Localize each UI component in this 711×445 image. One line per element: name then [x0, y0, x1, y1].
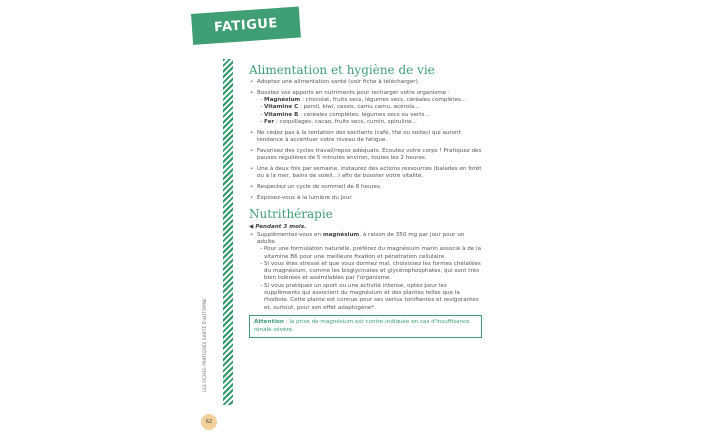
- list-item-text: Adoptez une alimentation santé (voir fiche à télécharger).: [257, 79, 420, 85]
- page-number: 62: [201, 414, 217, 430]
- duration-note: [249, 223, 482, 231]
- list-item-text: Exposez-vous à la lumière du jour.: [257, 194, 353, 201]
- list-item-text: Respectez un cycle de sommeil de 8 heures.: [257, 184, 382, 191]
- nutrient-name: Vitamine B: [264, 111, 299, 118]
- pointer-icon: ◀: [249, 223, 254, 230]
- nutrient-sources: : céréales complètes, légumes secs ou verts...: [298, 111, 430, 118]
- section-title-alimentation: Alimentation et hygiène de vie: [249, 63, 435, 77]
- warning-text: : la prise de magnésium est contre-indiquée en cas d'insuffisance rénale sévère.: [254, 319, 470, 333]
- duration-text: Pendant 3 mois.: [255, 223, 307, 230]
- list-item: [249, 166, 482, 181]
- warning-box: [249, 315, 482, 338]
- list-item-text: Ne cédez pas à la tentation des excitants (café, thé ou sodas) qui auront tendance à accentuer votre niveau de fatigue.: [257, 129, 461, 144]
- sublist-item: – Pour une formulation naturelle, préférez du magnésium marin associé à de la vitamine B6 pour une meilleure fixation et pénétration cellulaire.: [260, 246, 482, 261]
- list-item-text: Favorisez des cycles travail/repos adéquats. Écoutez votre corps ! Pratiquez des pauses régulières de 5 minutes environ, toutes les 2 heures.: [257, 147, 482, 162]
- supplement-dose: , à raison de 350 mg par jour pour un adulte.: [257, 231, 465, 245]
- list-item-text: Boostez vos apports en nutriments pour recharger votre organisme :: [257, 89, 450, 96]
- list-item: [249, 184, 482, 191]
- list-item: [249, 130, 482, 145]
- list-item: [249, 79, 482, 86]
- list-item: [249, 195, 482, 202]
- sublist-item: [260, 112, 482, 119]
- page-content: [249, 62, 482, 338]
- nutrient-name: Fer: [264, 118, 275, 125]
- alimentation-list: [249, 79, 482, 202]
- sublist-item: [260, 104, 482, 111]
- warning-label: Attention: [254, 319, 284, 326]
- supplement-name: magnésium: [322, 231, 360, 238]
- nutrient-sources: : persil, kiwi, cassis, camu camu, acérola...: [298, 104, 420, 111]
- chapter-title: FATIGUE: [213, 15, 279, 36]
- nutrient-sources: : coquillages, cacao, fruits secs, cumin, spiruline...: [274, 118, 417, 125]
- section-title-nutritherapie: Nutrithérapie: [249, 206, 333, 221]
- nutritherapie-list: [249, 232, 482, 312]
- sublist-item: [260, 119, 482, 126]
- sublist-item: – Si vous êtes stressé et que vous dormez mal, choisissez les formes chélatées du magnésium, comme les bisglycinates et glycérophosphates, qui sont très bien tolérées et assimilables par l'organisme.: [260, 261, 482, 283]
- list-item: [249, 232, 482, 312]
- list-item: [249, 148, 482, 163]
- nutrient-name: Vitamine C: [264, 104, 299, 111]
- decorative-stripe: [223, 59, 233, 405]
- nutrient-name: Magnésium: [264, 97, 301, 104]
- supplement-intro: Supplémentez-vous en: [257, 231, 323, 238]
- sublist-item: – Si vous pratiquez un sport ou une activité intense, optez pour les suppléments qui associent du magnésium et des plantes telles que la rhodiole. Cette plante est connue pour ses vertus tonifiantes et revigorantes et, surtout, pour son effet adaptogène*.: [260, 283, 482, 312]
- list-item: [249, 90, 482, 126]
- nutrient-sublist: [257, 97, 482, 126]
- nutrient-sources: : chocolat, fruits secs, légumes secs, céréales complètes...: [300, 97, 467, 104]
- side-running-title: LES FICHES PRATIQUES SANTÉ D'AUTOMNE: [202, 298, 207, 392]
- magnesium-sublist: [257, 246, 482, 312]
- list-item-text: Une à deux fois par semaine, instaurez des actions ressources (balades en forêt ou à la mer, bains de soleil...) afin de booster votre vitalité.: [257, 165, 482, 180]
- chapter-tab: [191, 6, 301, 44]
